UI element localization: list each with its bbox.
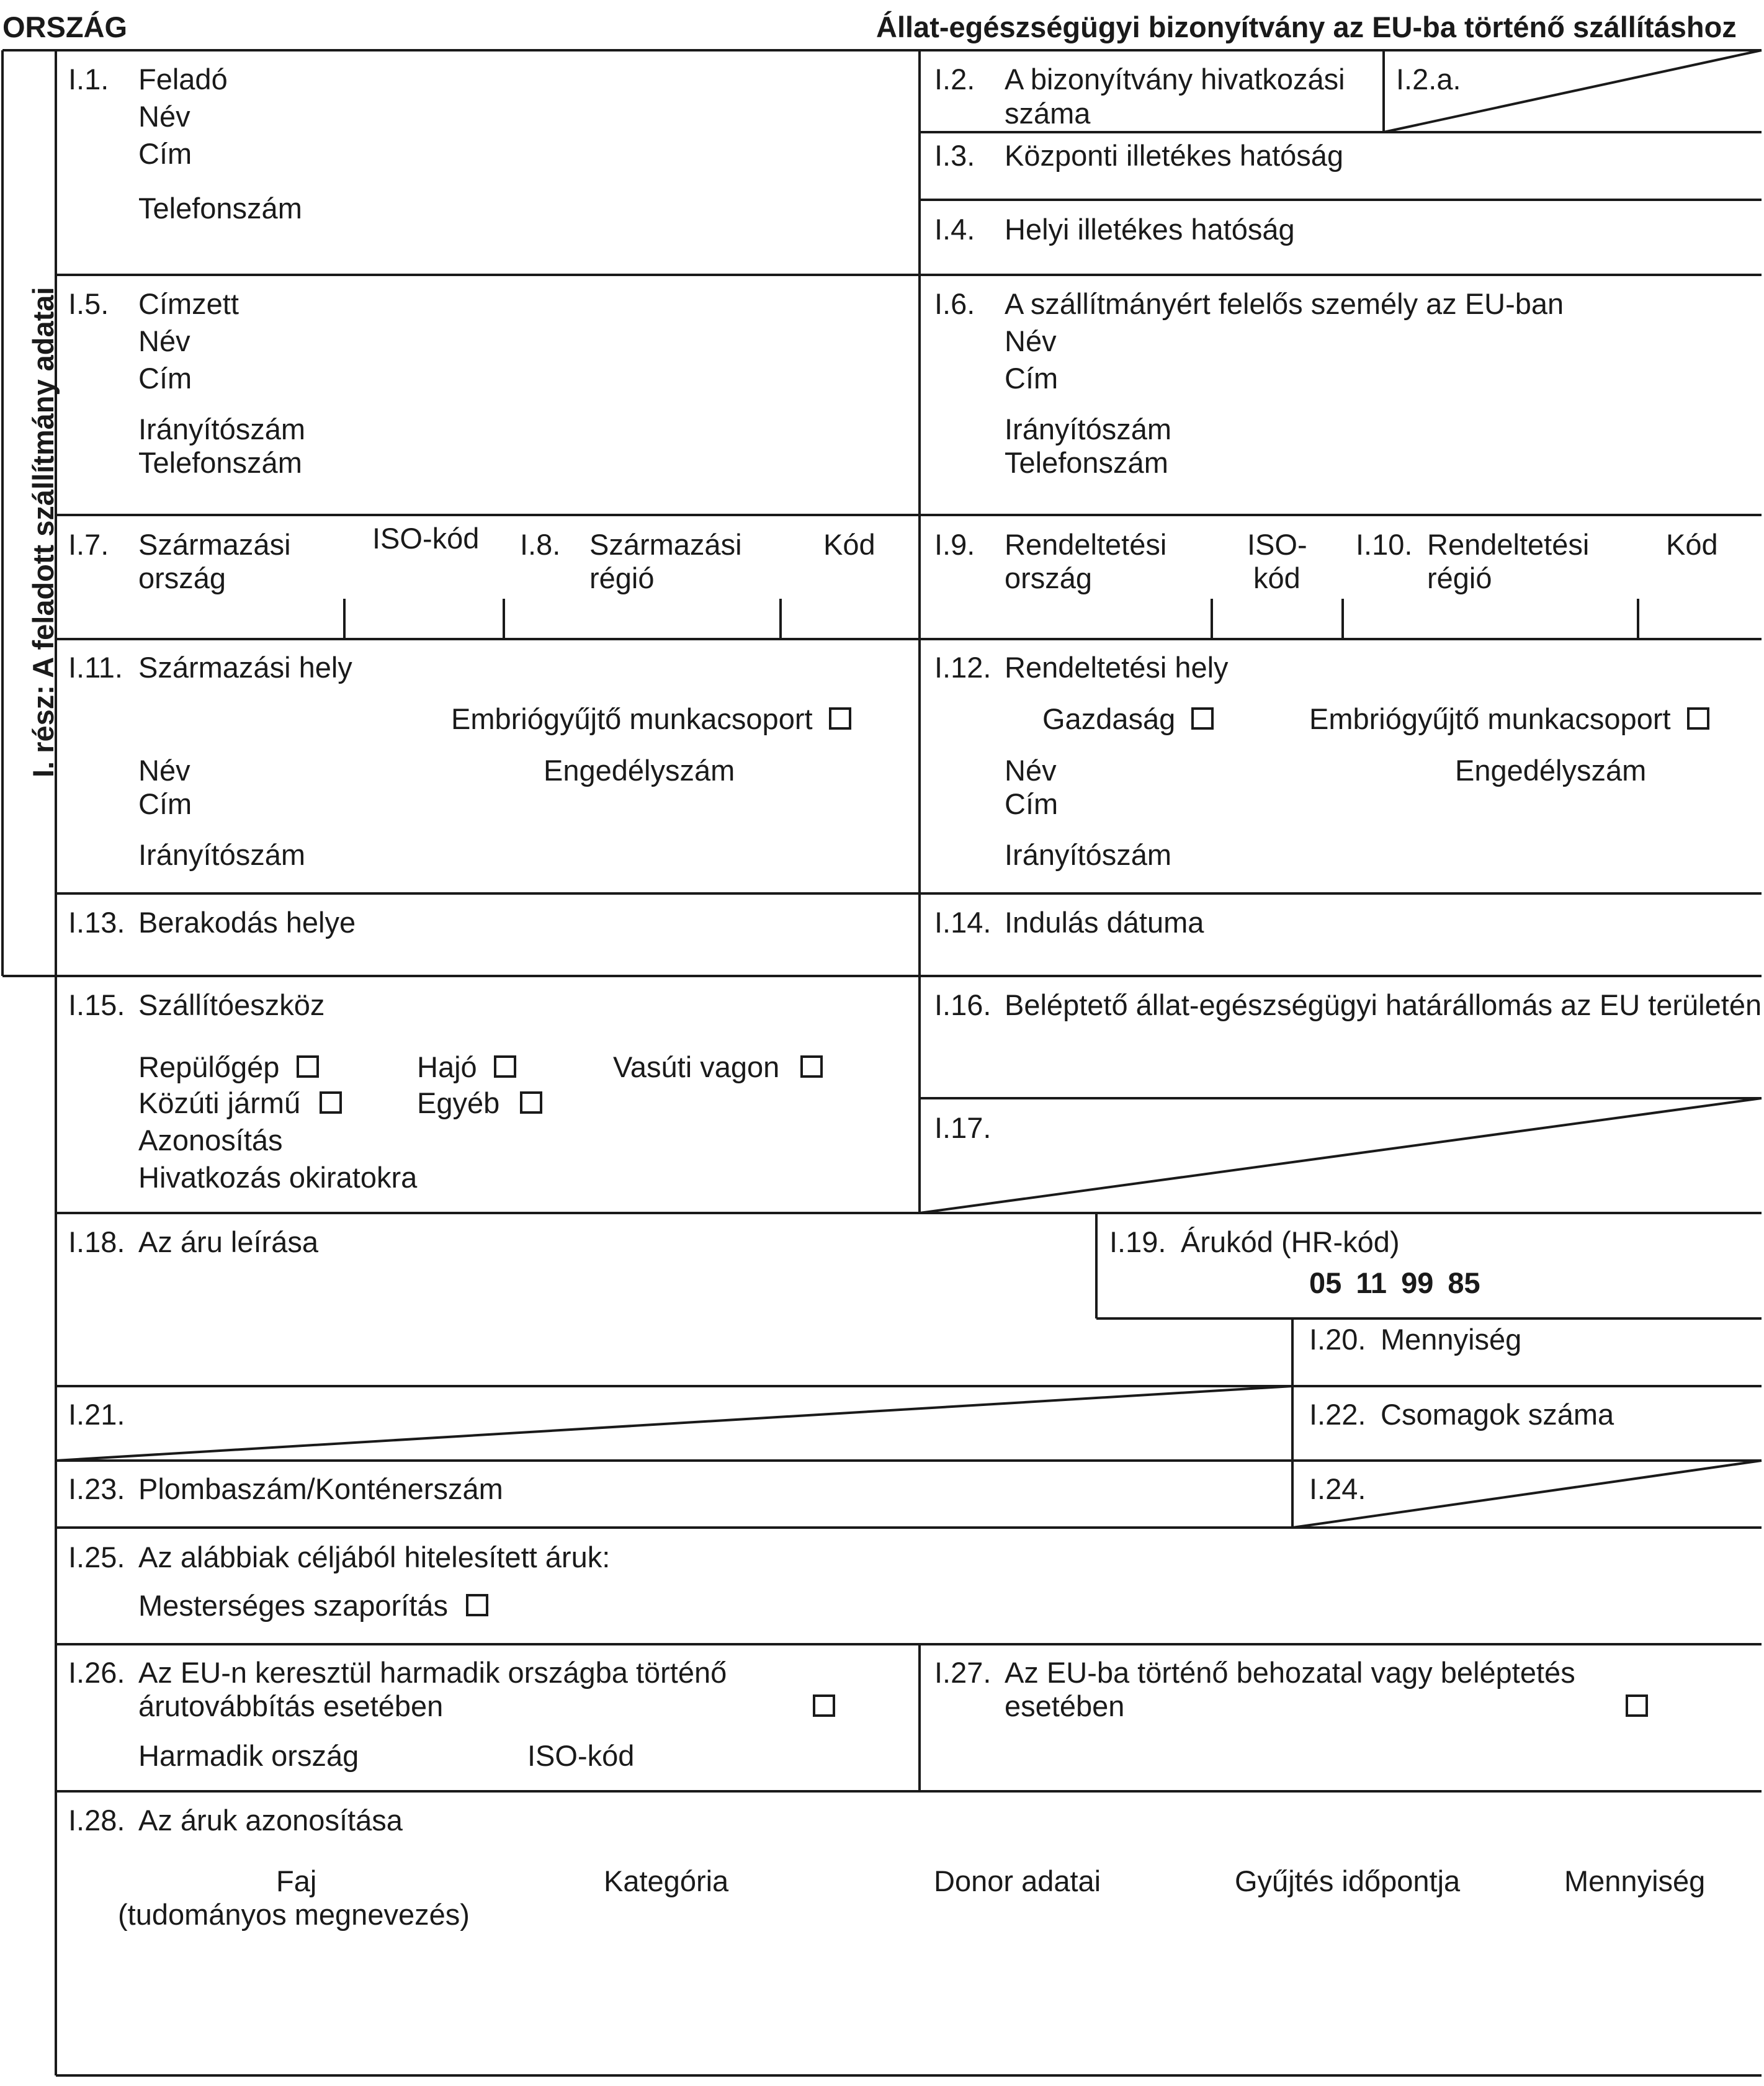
field-label: Árukód (HR-kód) bbox=[1181, 1225, 1400, 1258]
field-number: I.26. bbox=[68, 1656, 125, 1689]
field-label-cont: ország bbox=[138, 562, 226, 594]
field-number: I.3. bbox=[934, 139, 975, 172]
field-number: I.27. bbox=[934, 1656, 992, 1689]
artificial-reproduction-checkbox[interactable] bbox=[466, 1594, 488, 1616]
field-label: Az áru leírása bbox=[138, 1225, 318, 1258]
name-label: Név bbox=[1005, 754, 1057, 787]
embryo-team-checkbox[interactable] bbox=[829, 707, 851, 730]
field-number: I.17. bbox=[934, 1111, 992, 1144]
field-label: Származási bbox=[138, 528, 291, 561]
address-label: Cím bbox=[138, 787, 192, 820]
address-label: Cím bbox=[138, 137, 192, 170]
other-checkbox[interactable] bbox=[520, 1091, 542, 1114]
field-label: Plombaszám/Konténerszám bbox=[138, 1472, 503, 1505]
postcode-label: Irányítószám bbox=[1005, 413, 1172, 445]
field-label: Mennyiség bbox=[1381, 1323, 1522, 1356]
code-label: Kód bbox=[1666, 528, 1718, 561]
field-label: Az áruk azonosítása bbox=[138, 1804, 403, 1837]
column-quantity: Mennyiség bbox=[1564, 1864, 1706, 1897]
country-heading: ORSZÁG bbox=[2, 11, 128, 43]
column-collection-date: Gyűjtés időpontja bbox=[1235, 1864, 1461, 1897]
document-reference-label: Hivatkozás okiratokra bbox=[138, 1161, 418, 1194]
ship-checkbox[interactable] bbox=[494, 1055, 516, 1078]
field-number: I.6. bbox=[934, 287, 975, 320]
field-label: Beléptető állat-egészségügyi határállomás az EU területén bbox=[1005, 988, 1762, 1021]
field-label: A szállítmányért felelős személy az EU-ban bbox=[1005, 287, 1564, 320]
field-label: Szállítóeszköz bbox=[138, 988, 325, 1021]
field-label: Származási hely bbox=[138, 651, 352, 684]
iso-code-label: ISO-kód bbox=[527, 1739, 635, 1772]
field-label: Származási bbox=[589, 528, 742, 561]
certificate-title: Állat-egészségügyi bizonyítvány az EU-ba történő szállításhoz bbox=[876, 11, 1737, 43]
field-label-cont: régió bbox=[1427, 562, 1492, 594]
name-label: Név bbox=[138, 754, 190, 787]
iso-code-label-cont: kód bbox=[1253, 562, 1301, 594]
field-number: I.12. bbox=[934, 651, 992, 684]
rail-wagon-label: Vasúti vagon bbox=[613, 1050, 780, 1083]
address-label: Cím bbox=[138, 362, 192, 395]
field-label: A bizonyítvány hivatkozási bbox=[1005, 63, 1345, 96]
field-number: I.15. bbox=[68, 988, 125, 1021]
field-number: I.19. bbox=[1109, 1225, 1166, 1258]
phone-label: Telefonszám bbox=[1005, 446, 1168, 479]
field-number: I.2. bbox=[934, 63, 975, 96]
field-label: Helyi illetékes hatóság bbox=[1005, 213, 1295, 246]
field-number: I.13. bbox=[68, 906, 125, 939]
field-label: Az EU-ba történő behozatal vagy beléptetés bbox=[1005, 1656, 1575, 1689]
postcode-label: Irányítószám bbox=[138, 838, 306, 871]
field-number: I.16. bbox=[934, 988, 992, 1021]
field-number: I.20. bbox=[1309, 1323, 1366, 1356]
other-label: Egyéb bbox=[417, 1086, 500, 1119]
field-number: I.25. bbox=[68, 1541, 125, 1573]
ship-label: Hajó bbox=[417, 1050, 477, 1083]
approval-number-label: Engedélyszám bbox=[544, 754, 735, 787]
field-number: I.14. bbox=[934, 906, 992, 939]
field-label-cont: régió bbox=[589, 562, 655, 594]
field-number: I.23. bbox=[68, 1472, 125, 1505]
field-number: I.1. bbox=[68, 63, 109, 96]
field-number: I.18. bbox=[68, 1225, 125, 1258]
import-checkbox[interactable] bbox=[1626, 1694, 1648, 1717]
hs-code-value: 05 11 99 85 bbox=[1309, 1266, 1480, 1299]
field-label-cont: árutovábbítás esetében bbox=[138, 1690, 444, 1722]
embryo-team-label: Embriógyűjtő munkacsoport bbox=[1309, 702, 1671, 735]
field-label: Rendeltetési bbox=[1427, 528, 1590, 561]
iso-code-label: ISO- bbox=[1247, 528, 1307, 561]
field-number: I.2.a. bbox=[1396, 63, 1461, 96]
column-species: Faj bbox=[276, 1864, 317, 1897]
field-label: Az EU-n keresztül harmadik országba történő bbox=[138, 1656, 727, 1689]
rail-wagon-checkbox[interactable] bbox=[800, 1055, 823, 1078]
artificial-reproduction-label: Mesterséges szaporítás bbox=[138, 1589, 448, 1622]
field-label: Címzett bbox=[138, 287, 239, 320]
field-label: Csomagok száma bbox=[1381, 1398, 1614, 1431]
column-species-note: (tudományos megnevezés) bbox=[118, 1898, 470, 1931]
name-label: Név bbox=[138, 325, 190, 357]
field-number: I.21. bbox=[68, 1398, 125, 1431]
field-number: I.22. bbox=[1309, 1398, 1366, 1431]
field-number: I.9. bbox=[934, 528, 975, 561]
field-label: Indulás dátuma bbox=[1005, 906, 1204, 939]
iso-code-label: ISO-kód bbox=[372, 522, 480, 555]
airplane-checkbox[interactable] bbox=[297, 1055, 319, 1078]
phone-label: Telefonszám bbox=[138, 192, 302, 225]
embryo-team-label: Embriógyűjtő munkacsoport bbox=[451, 702, 813, 735]
postcode-label: Irányítószám bbox=[1005, 838, 1172, 871]
field-number: I.10. bbox=[1356, 528, 1413, 561]
address-label: Cím bbox=[1005, 787, 1059, 820]
airplane-label: Repülőgép bbox=[138, 1050, 280, 1083]
name-label: Név bbox=[138, 100, 190, 133]
transit-checkbox[interactable] bbox=[813, 1694, 835, 1717]
part-one-side-label: I. rész: A feladott szállítmány adatai bbox=[27, 287, 60, 777]
column-category: Kategória bbox=[604, 1864, 729, 1897]
column-donor: Donor adatai bbox=[934, 1864, 1101, 1897]
road-vehicle-label: Közúti jármű bbox=[138, 1086, 301, 1119]
field-number: I.28. bbox=[68, 1804, 125, 1837]
field-number: I.7. bbox=[68, 528, 109, 561]
field-number: I.11. bbox=[68, 651, 123, 684]
field-label-cont: esetében bbox=[1005, 1690, 1125, 1722]
name-label: Név bbox=[1005, 325, 1057, 357]
road-vehicle-checkbox[interactable] bbox=[320, 1091, 342, 1114]
field-label: Az alábbiak céljából hitelesített áruk: bbox=[138, 1541, 611, 1573]
field-label: Központi illetékes hatóság bbox=[1005, 139, 1344, 172]
address-label: Cím bbox=[1005, 362, 1059, 395]
embryo-team-checkbox[interactable] bbox=[1687, 707, 1709, 730]
field-label-cont: ország bbox=[1005, 562, 1093, 594]
third-country-label: Harmadik ország bbox=[138, 1739, 359, 1772]
field-number: I.24. bbox=[1309, 1472, 1366, 1505]
field-number: I.8. bbox=[520, 528, 561, 561]
field-label: Rendeltetési bbox=[1005, 528, 1167, 561]
phone-label: Telefonszám bbox=[138, 446, 302, 479]
code-label: Kód bbox=[823, 528, 875, 561]
farm-label: Gazdaság bbox=[1042, 702, 1176, 735]
field-label: Feladó bbox=[138, 63, 228, 96]
postcode-label: Irányítószám bbox=[138, 413, 306, 445]
field-label: Rendeltetési hely bbox=[1005, 651, 1229, 684]
approval-number-label: Engedélyszám bbox=[1455, 754, 1647, 787]
field-number: I.4. bbox=[934, 213, 975, 246]
farm-checkbox[interactable] bbox=[1191, 707, 1214, 730]
identification-label: Azonosítás bbox=[138, 1124, 283, 1157]
field-label: Berakodás helye bbox=[138, 906, 356, 939]
field-label-cont: száma bbox=[1005, 97, 1091, 130]
field-number: I.5. bbox=[68, 287, 109, 320]
